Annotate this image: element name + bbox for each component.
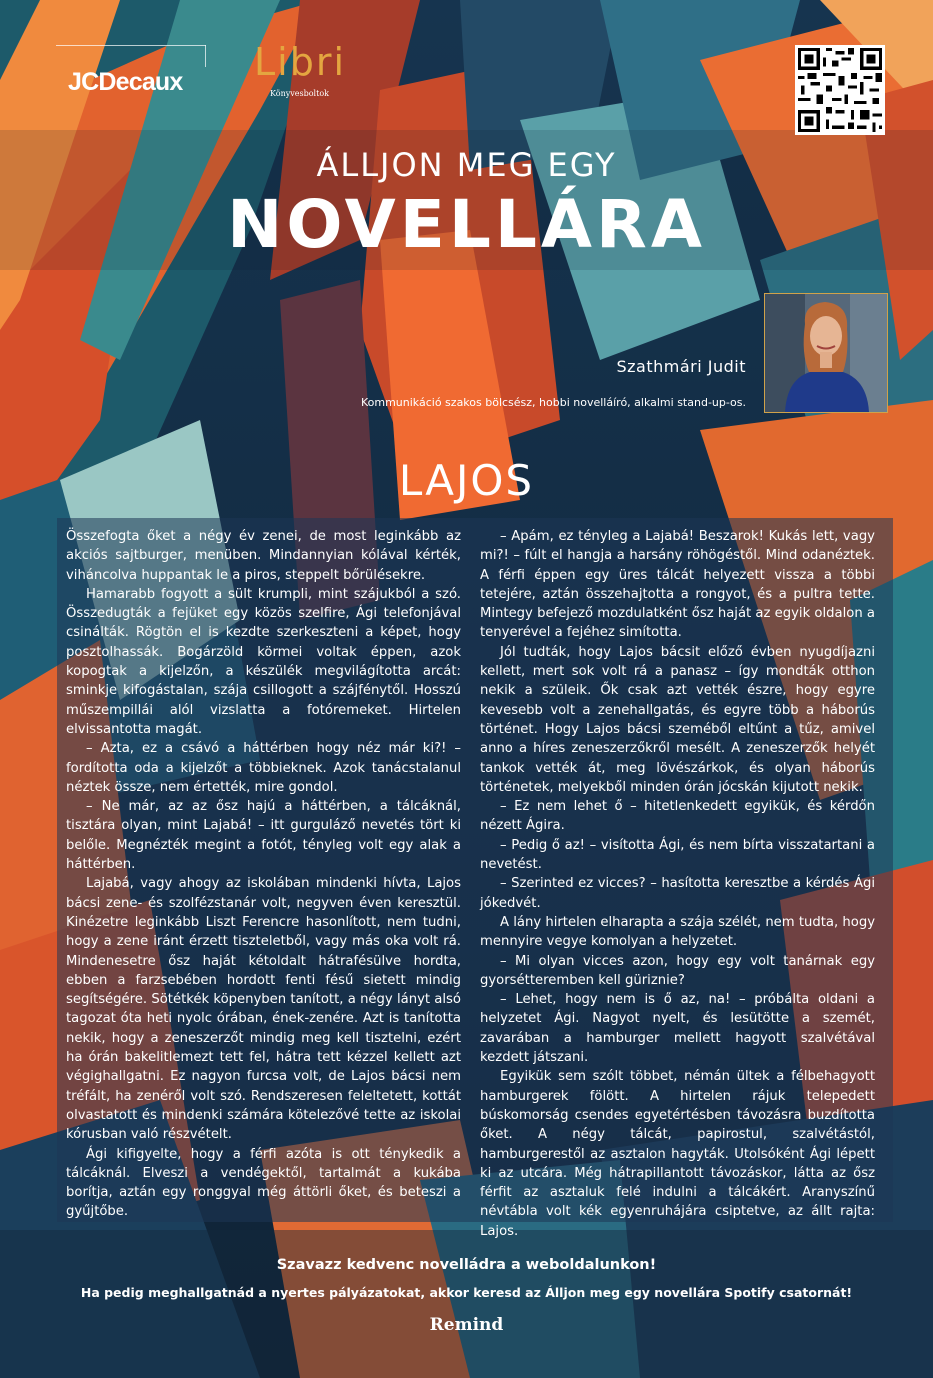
jcdecaux-divider-horizontal (56, 45, 206, 46)
story-paragraph: – Pedig ő az! – visította Ági, és nem bírta visszatartani a nevetést. (480, 837, 875, 873)
header-line-1: ÁLLJON MEG EGY (316, 146, 617, 184)
header-line-2: NOVELLÁRA (227, 186, 706, 263)
story-paragraph: Ági kifigyelte, hogy a férfi azóta is ott ténykedik a tálcáknál. Elveszi a vendégektől, tartalmát a kukába borítja, aztán egy ronggyal még áttörli őket, és beteszi a gyűjtőbe. (66, 1146, 461, 1220)
story-paragraph: Egyikük sem szólt többet, némán ültek a félbehagyott hamburgerek fölött. A hirtelen rájuk telepedett búskomorság csendes egyetértésben távozásra buzdította őket. A négy tálcát, papirostul, szalvétástól, hamburgerestől az asztalon hagyták. Utolsóként Ági lépett ki az utcára. Még hátrapillantott távozáskor, látta az ősz férfit az asztaluk felé indulni a tálcákért. Aranyszínű névtábla volt kék egyenruhájára csiptetve, az állt rajta: Lajos. (480, 1069, 875, 1239)
author-description: Kommunikáció szakos bölcsész, hobbi novelláíró, alkalmi stand-up-os. (360, 396, 746, 409)
story-paragraph: – Apám, ez tényleg a Lajabá! Beszarok! Kukás lett, vagy mi?! – fúlt el hangja a harsány röhögéstől. Mind odanéztek. A férfi éppen egy üres tálcát helyezett vissza a többi tetejére, aztán összehajtotta a rongyot, és a pultra tette. Mintegy befejező mozdulatként ősz haját az egyik oldalon a tenyerével a fejéhez simította. (480, 529, 875, 641)
qr-code-icon[interactable] (795, 45, 885, 135)
jcdecaux-logo: JCDecaux (68, 68, 183, 96)
story-paragraph: – Mi olyan vicces azon, hogy egy volt tanárnak egy gyorsétteremben kell güriznie? (480, 953, 875, 988)
story-column-left (66, 527, 461, 1222)
spotify-note: Ha pedig meghallgatnád a nyertes pályázatokat, akkor keresd az Álljon meg egy novellára Spotify csatornát! (80, 1285, 853, 1300)
story-paragraph: – Lehet, hogy nem is ő az, na! – próbálta oldani a helyzetet Ági. Nagyot nyelt, és lesütötte a szemét, zavarában a hamburger mellett hagyott szalvétával kezdett játszani. (480, 992, 875, 1066)
author-name: Szathmári Judit (616, 357, 746, 376)
vote-call-to-action: Szavazz kedvenc novelládra a weboldalunkon! (276, 1257, 657, 1273)
libri-logo-subtitle: Könyvesboltok (270, 89, 329, 98)
story-column-right (480, 527, 875, 1241)
story-paragraph: – Ne már, az az ősz hajú a háttérben, a tálcáknál, tisztára olyan, mint Lajabá! – itt gurguláző nevetés tört ki belőle. Megnézték megint a fotót, tényleg volt egy alak a háttérben. (66, 799, 461, 873)
author-photo (764, 293, 888, 413)
story-paragraph: Összefogta őket a négy év zenei, de most leginkább az akciós sajtburger, menüben. Mindannyian kólával kérték, viháncolva huppantak le a piros, steppelt bőrülésekre. (66, 529, 461, 583)
story-paragraph: Jól tudták, hogy Lajos bácsit előző évben nyugdíjazni kellett, mert sok volt rá a panasz – így mondták otthon nekik a szüleik. Ők csak azt vették észre, hogy egyre kevesebb volt a zenehallgatás, és egyre több a háborús történet. Hogy Lajos bácsi szeméből eltűnt a tűz, amivel anno a híres zeneszerzőkről mesélt. A zeneszerzők helyét tankok vették át, meg lövészárkok, és olyan háborús történetek, melyekből minden órán jócskán kijutott nekik. (480, 644, 875, 795)
libri-logo (254, 40, 346, 84)
jcdecaux-divider-vertical (205, 45, 206, 67)
story-title: LAJOS (398, 456, 535, 505)
story-paragraph: A lány hirtelen elharapta a szája szélét, nem tudta, hogy mennyire vegye komolyan a helyzetet. (480, 914, 875, 950)
story-paragraph: Lajabá, vagy ahogy az iskolában mindenki hívta, Lajos bácsi zene- és szolfézstanár volt, negyven éven keresztül. Kinézetre leginkább Liszt Ferencre hasonlított, nem tudni, hogy a zene iránt érzett tiszteletből, vagy más oka volt rá. Mindenesetre ősz haját kétoldalt hátrafésülve hordta, ebben a farzsebében hordott fenti fésű sietett mindig segítségére. Sötétkék köpenyben tanított, a négy lányt alsó tagozat óta heti nyolc órában, ének-zenére. Azt is tanította nekik, hogy a zeneszerzőt mindig meg kell tisztelni, ezért ha órán bakelitlemezt tett fel, hátra tett kézzel kellett azt végighallgatni. Ez nagyon furcsa volt, de Lajos bácsi nem tréfált, ha zenéről volt szó. Rendszeresen feleltetett, kottát olvastatott és mindenki számára kötelezővé tette az iskolai kórusban való részvételt. (66, 876, 461, 1143)
story-paragraph: Hamarabb fogyott a sült krumpli, mint szájukból a szó. Összedugták a fejüket egy közös szelfire, Ági telefonjával csinálták. Rögtön el is kezdte szerkeszteni a képet, hogy posztolhassák. Bogárzöld körmei voltak éppen, azok kopogtak a kijelzőn, a készülék megvilágította arcát: sminkje kifogástalan, szája csillogott a szájfénytől. Hosszú műszempillái alól vizslatta a fotóremeket. Hirtelen elvissantotta magát. (66, 586, 461, 737)
libri-logo-text: Libri (254, 40, 347, 84)
story-paragraph: – Szerinted ez vicces? – hasította keresztbe a kérdés Ági jókedvét. (480, 876, 875, 911)
story-paragraph: – Azta, ez a csávó a háttérben hogy néz már ki?! – fordította oda a kijelzőt a többieknek. Azok tanácstalanul néztek össze, nem értették, mire gondol. (66, 741, 461, 795)
story-paragraph: – Ez nem lehet ő – hitetlenkedett egyikük, és kérdőn nézett Ágira. (480, 799, 875, 834)
remind-logo: Remind (429, 1315, 504, 1335)
